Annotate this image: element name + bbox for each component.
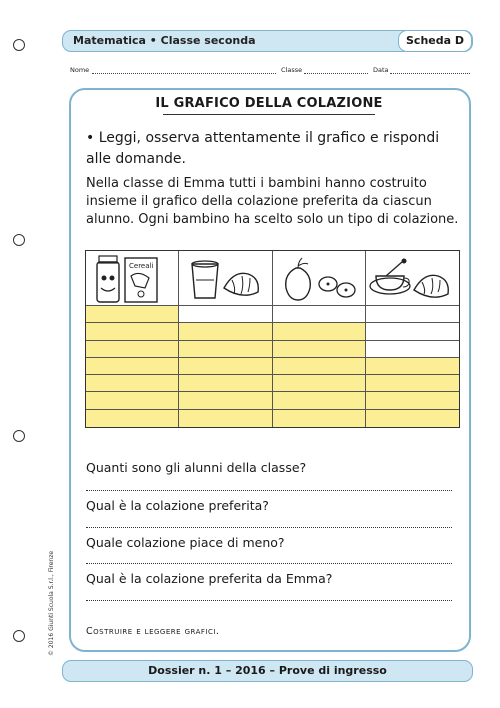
chart-filled-cell: [179, 358, 272, 375]
question-3: Quale colazione piace di meno?: [86, 535, 285, 550]
chart-filled-cell: [273, 392, 366, 409]
binder-hole-top: [13, 39, 25, 51]
chart-empty-cell: [179, 306, 272, 323]
chart-filled-cell: [366, 375, 459, 392]
chart-filled-cell: [86, 375, 179, 392]
chart-filled-cell: [179, 341, 272, 358]
chart-empty-cell: [366, 306, 459, 323]
chart-filled-cell: [273, 375, 366, 392]
chart-filled-cell: [86, 358, 179, 375]
chart-filled-cell: [86, 341, 179, 358]
chart-filled-cell: [273, 410, 366, 427]
class-label: Classe: [281, 66, 303, 74]
chart-filled-cell: [366, 410, 459, 427]
chart-filled-cell: [86, 323, 179, 340]
answer-line-3[interactable]: [86, 563, 452, 564]
chart-filled-cell: [273, 323, 366, 340]
chart-filled-cell: [179, 410, 272, 427]
binder-hole-middle: [13, 234, 25, 246]
answer-line-2[interactable]: [86, 527, 452, 528]
question-4: Qual è la colazione preferita da Emma?: [86, 571, 333, 586]
binder-hole-lower: [13, 430, 25, 442]
cereal-box-text: Cereali: [129, 262, 154, 270]
chart-empty-cell: [273, 306, 366, 323]
name-field[interactable]: [92, 73, 276, 74]
chart-filled-cell: [273, 341, 366, 358]
fruit-and-cookies-icon: [276, 254, 362, 304]
chart-empty-cell: [366, 323, 459, 340]
subject-label: Matematica • Classe seconda: [73, 34, 256, 47]
date-label: Data: [373, 66, 389, 74]
milk-and-cereal-icon: [91, 252, 171, 304]
cup-and-croissant-icon: [368, 254, 456, 304]
instruction-text: • Leggi, osserva attentamente il grafico e rispondi alle domande.: [86, 130, 440, 167]
sheet-label: Scheda D: [398, 30, 472, 52]
date-field[interactable]: [390, 73, 470, 74]
chart-filled-cell: [273, 358, 366, 375]
question-1: Quanti sono gli alunni della classe?: [86, 460, 307, 475]
answer-line-1[interactable]: [86, 490, 452, 491]
chart-filled-cell: [179, 323, 272, 340]
chart-filled-cell: [366, 392, 459, 409]
yogurt-and-croissant-icon: [182, 254, 268, 304]
page-title: IL GRAFICO DELLA COLAZIONE: [155, 96, 383, 111]
title-underline: [163, 114, 375, 115]
chart-empty-cell: [366, 341, 459, 358]
binder-hole-bottom: [13, 630, 25, 642]
class-field[interactable]: [304, 73, 368, 74]
copyright-notice: © 2016 Giunti Scuola S.r.l., Firenze: [48, 550, 55, 656]
chart-filled-cell: [179, 392, 272, 409]
chart-filled-cell: [86, 410, 179, 427]
name-label: Nome: [70, 66, 90, 74]
chart-filled-cell: [179, 375, 272, 392]
chart-filled-cell: [86, 392, 179, 409]
intro-paragraph: Nella classe di Emma tutti i bambini hanno costruito insieme il grafico della colazione preferita da ciascun alunno. Ogni bambino ha scelto solo un tipo di colazione.: [86, 176, 459, 227]
skill-note: Costruire e leggere grafici.: [86, 626, 220, 637]
footer-bar: Dossier n. 1 – 2016 – Prove di ingresso: [62, 660, 473, 682]
header-bar: [62, 30, 473, 52]
question-2: Qual è la colazione preferita?: [86, 498, 269, 513]
chart-filled-cell: [366, 358, 459, 375]
answer-line-4[interactable]: [86, 600, 452, 601]
chart-filled-cell: [86, 306, 179, 323]
